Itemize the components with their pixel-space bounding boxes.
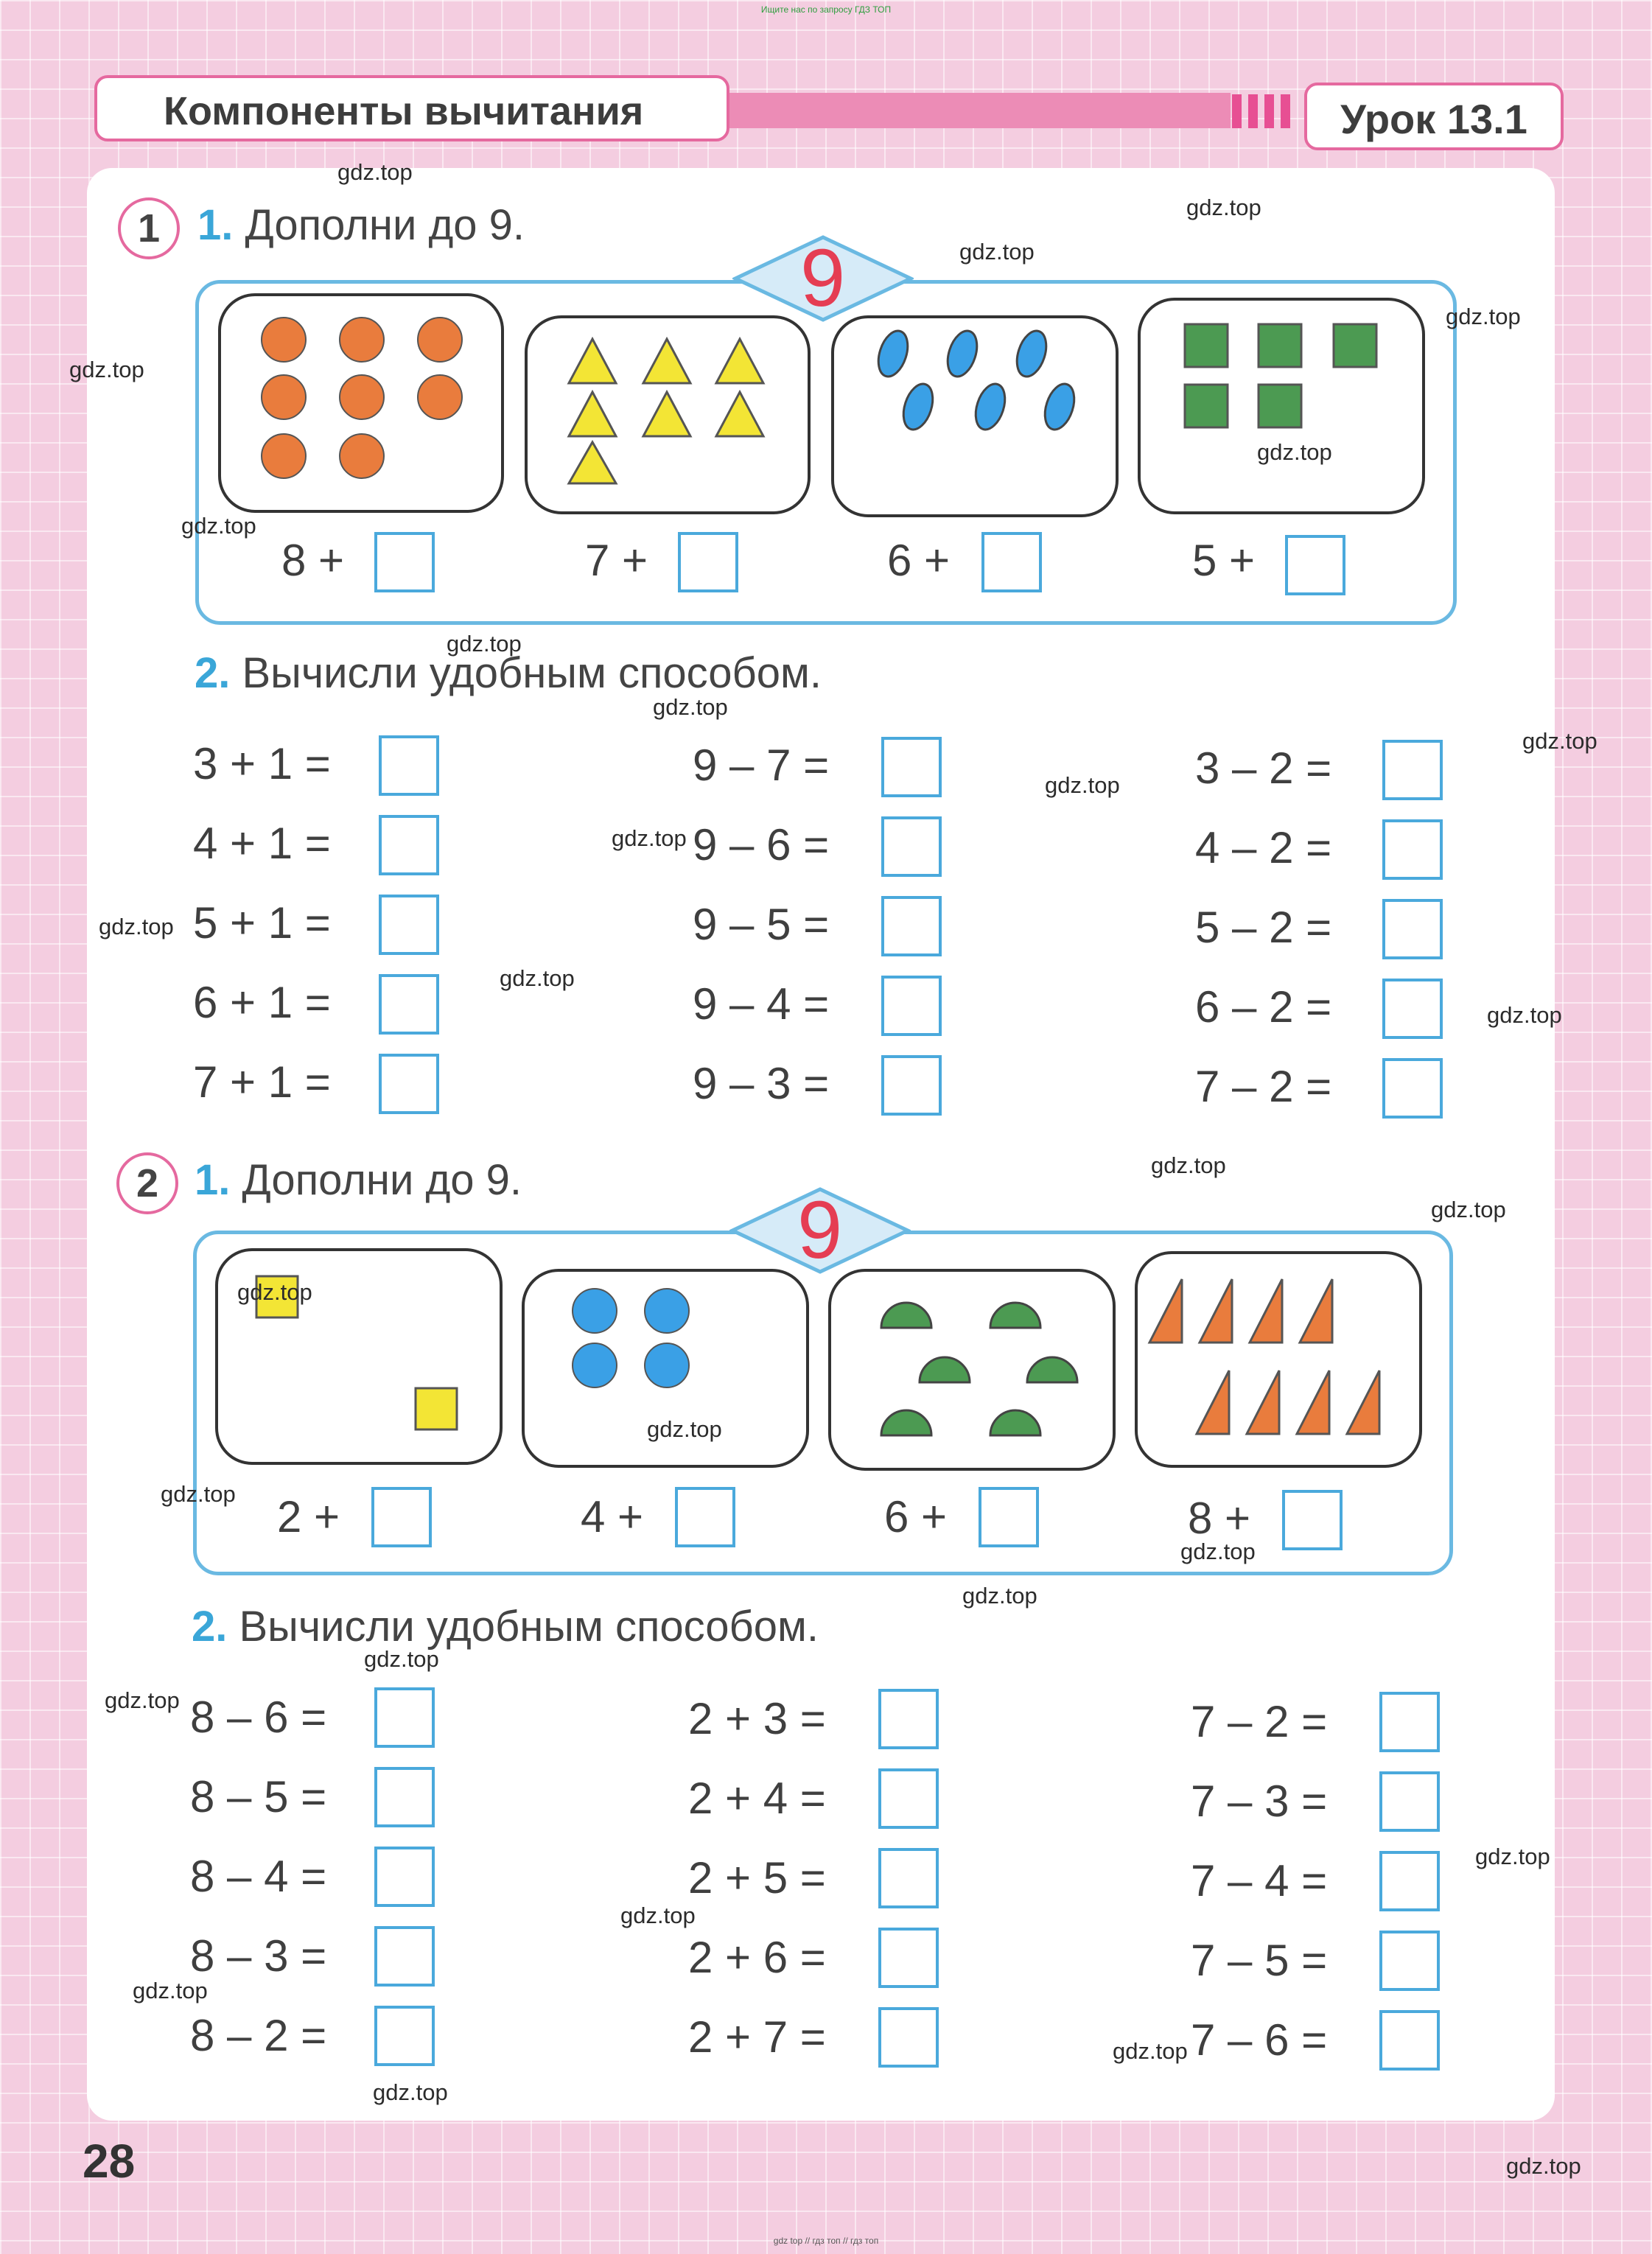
answer-box[interactable] xyxy=(374,2006,435,2066)
watermark: gdz.top xyxy=(105,1687,180,1713)
answer-box[interactable] xyxy=(1382,979,1443,1039)
expression: 6 + 1 = xyxy=(193,978,331,1027)
exercise-number: 2 xyxy=(116,1152,178,1214)
answer-box[interactable] xyxy=(374,532,435,592)
complement-equation: 6 + xyxy=(884,1492,948,1541)
green-semicircles xyxy=(828,1269,1110,1465)
task-number: 2. xyxy=(192,1603,228,1651)
watermark: gdz.top xyxy=(1431,1197,1506,1222)
answer-box[interactable] xyxy=(374,1847,435,1907)
task-number: 2. xyxy=(195,649,231,697)
answer-box[interactable] xyxy=(371,1487,432,1547)
answer-box[interactable] xyxy=(881,816,942,877)
answer-box[interactable] xyxy=(374,1687,435,1748)
answer-box[interactable] xyxy=(379,895,439,955)
bottom-note: gdz top // гдз топ // гдз топ xyxy=(773,2236,879,2246)
orange-circle xyxy=(417,317,463,363)
watermark: gdz.top xyxy=(337,159,413,185)
topic-title: Компоненты вычитания xyxy=(94,75,729,141)
answer-box[interactable] xyxy=(1379,1692,1440,1752)
target-number: 9 xyxy=(797,1185,843,1275)
header-stripe xyxy=(1232,94,1242,128)
watermark: gdz.top xyxy=(962,1583,1037,1609)
answer-box[interactable] xyxy=(881,896,942,956)
expression: 3 – 2 = xyxy=(1195,743,1332,793)
watermark: gdz.top xyxy=(959,239,1035,265)
complement-equation: 4 + xyxy=(581,1492,644,1541)
expression: 9 – 5 = xyxy=(693,900,830,949)
blue-circle xyxy=(572,1343,617,1388)
complement-equation: 8 + xyxy=(1188,1494,1251,1543)
expression: 4 – 2 = xyxy=(1195,823,1332,872)
top-note: Ищите нас по запросу ГДЗ ТОП xyxy=(760,4,892,15)
answer-box[interactable] xyxy=(1285,535,1345,595)
watermark: gdz.top xyxy=(447,631,522,657)
expression: 2 + 3 = xyxy=(688,1694,826,1743)
expression: 7 – 3 = xyxy=(1191,1777,1328,1826)
answer-box[interactable] xyxy=(878,2007,939,2068)
answer-box[interactable] xyxy=(1379,2010,1440,2071)
watermark: gdz.top xyxy=(161,1481,236,1507)
watermark: gdz.top xyxy=(1446,304,1521,329)
blue-circle xyxy=(644,1343,690,1388)
watermark: gdz.top xyxy=(373,2079,448,2105)
header-bar xyxy=(729,93,1231,128)
target-number: 9 xyxy=(800,233,846,323)
orange-circle xyxy=(339,374,385,420)
expression: 7 – 5 = xyxy=(1191,1936,1328,1985)
expression: 7 – 4 = xyxy=(1191,1856,1328,1905)
watermark: gdz.top xyxy=(1522,728,1597,754)
answer-box[interactable] xyxy=(878,1848,939,1908)
expression: 7 – 6 = xyxy=(1191,2015,1328,2065)
task-title xyxy=(195,1155,522,1205)
yellow-triangles xyxy=(525,315,805,508)
watermark: gdz.top xyxy=(133,1978,208,2003)
watermark: gdz.top xyxy=(69,357,144,382)
watermark: gdz.top xyxy=(612,825,687,851)
answer-box[interactable] xyxy=(1382,819,1443,880)
answer-box[interactable] xyxy=(979,1487,1039,1547)
watermark: gdz.top xyxy=(364,1646,439,1672)
orange-right-triangles xyxy=(1135,1251,1416,1462)
complement-equation: 2 + xyxy=(277,1492,340,1541)
answer-box[interactable] xyxy=(374,1767,435,1827)
expression: 5 – 2 = xyxy=(1195,903,1332,952)
watermark: gdz.top xyxy=(99,914,174,939)
task-title xyxy=(197,200,525,250)
expression: 9 – 4 = xyxy=(693,979,830,1029)
task-text: Вычисли удобным способом. xyxy=(239,1603,819,1651)
complement-equation: 7 + xyxy=(585,536,648,585)
watermark: gdz.top xyxy=(1487,1002,1562,1028)
answer-box[interactable] xyxy=(881,976,942,1036)
expression: 7 – 2 = xyxy=(1191,1697,1328,1746)
header-stripe xyxy=(1281,94,1290,128)
answer-box[interactable] xyxy=(1382,740,1443,800)
orange-circle xyxy=(417,374,463,420)
answer-box[interactable] xyxy=(675,1487,735,1547)
expression: 2 + 6 = xyxy=(688,1933,826,1982)
expression: 7 – 2 = xyxy=(1195,1062,1332,1111)
watermark: gdz.top xyxy=(1151,1152,1226,1178)
answer-box[interactable] xyxy=(1282,1490,1343,1550)
expression: 8 – 2 = xyxy=(190,2011,327,2060)
answer-box[interactable] xyxy=(878,1689,939,1749)
expression: 8 – 3 = xyxy=(190,1931,327,1981)
orange-circle xyxy=(261,433,307,479)
header-stripe xyxy=(1264,94,1274,128)
blue-circle xyxy=(572,1288,617,1334)
watermark: gdz.top xyxy=(653,694,728,720)
expression: 8 – 4 = xyxy=(190,1852,327,1901)
expression: 3 + 1 = xyxy=(193,739,331,788)
blue-circle xyxy=(644,1288,690,1334)
answer-box[interactable] xyxy=(1379,1771,1440,1832)
header-stripe xyxy=(1248,94,1258,128)
expression: 9 – 7 = xyxy=(693,741,830,790)
answer-box[interactable] xyxy=(981,532,1042,592)
answer-box[interactable] xyxy=(379,815,439,875)
watermark: gdz.top xyxy=(181,513,256,539)
expression: 9 – 3 = xyxy=(693,1059,830,1108)
answer-box[interactable] xyxy=(878,1768,939,1829)
orange-circle xyxy=(261,317,307,363)
answer-box[interactable] xyxy=(379,974,439,1035)
answer-box[interactable] xyxy=(881,737,942,797)
answer-box[interactable] xyxy=(379,1054,439,1114)
exercise-number: 1 xyxy=(118,197,180,259)
watermark: gdz.top xyxy=(1186,195,1261,220)
watermark: gdz.top xyxy=(1113,2038,1188,2064)
task-text: Дополни до 9. xyxy=(242,1156,522,1204)
expression: 2 + 4 = xyxy=(688,1774,826,1823)
watermark: gdz.top xyxy=(500,965,575,991)
complement-equation: 6 + xyxy=(887,536,951,585)
answer-box[interactable] xyxy=(379,735,439,796)
answer-box[interactable] xyxy=(1382,899,1443,959)
watermark: gdz.top xyxy=(1506,2153,1581,2179)
orange-circle xyxy=(339,317,385,363)
watermark: gdz.top xyxy=(1180,1539,1256,1564)
watermark: gdz.top xyxy=(237,1279,312,1305)
complement-equation: 5 + xyxy=(1192,536,1256,585)
green-squares xyxy=(1138,298,1419,508)
lesson-number: Урок 13.1 xyxy=(1304,83,1564,150)
expression: 6 – 2 = xyxy=(1195,982,1332,1032)
page-number: 28 xyxy=(83,2135,136,2188)
blue-ovals xyxy=(831,315,1113,511)
task-text: Дополни до 9. xyxy=(245,201,525,249)
expression: 9 – 6 = xyxy=(693,820,830,869)
watermark: gdz.top xyxy=(647,1416,722,1442)
task-title xyxy=(192,1602,819,1651)
expression: 8 – 6 = xyxy=(190,1693,327,1742)
watermark: gdz.top xyxy=(1257,439,1332,465)
answer-box[interactable] xyxy=(678,532,738,592)
expression: 5 + 1 = xyxy=(193,898,331,948)
expression: 2 + 7 = xyxy=(688,2012,826,2062)
task-number: 1. xyxy=(197,201,234,249)
answer-box[interactable] xyxy=(1379,1931,1440,1991)
orange-circle xyxy=(261,374,307,420)
answer-box[interactable] xyxy=(1382,1058,1443,1119)
orange-circle xyxy=(339,433,385,479)
task-number: 1. xyxy=(195,1156,231,1204)
answer-box[interactable] xyxy=(1379,1851,1440,1911)
watermark: gdz.top xyxy=(1045,772,1120,798)
expression: 8 – 5 = xyxy=(190,1772,327,1821)
answer-box[interactable] xyxy=(374,1926,435,1987)
watermark: gdz.top xyxy=(1475,1844,1550,1869)
expression: 2 + 5 = xyxy=(688,1853,826,1903)
complement-equation: 8 + xyxy=(281,536,345,585)
expression: 4 + 1 = xyxy=(193,819,331,868)
task-text: Вычисли удобным способом. xyxy=(242,649,822,697)
watermark: gdz.top xyxy=(620,1903,696,1928)
answer-box[interactable] xyxy=(881,1055,942,1116)
expression: 7 + 1 = xyxy=(193,1057,331,1107)
answer-box[interactable] xyxy=(878,1928,939,1988)
